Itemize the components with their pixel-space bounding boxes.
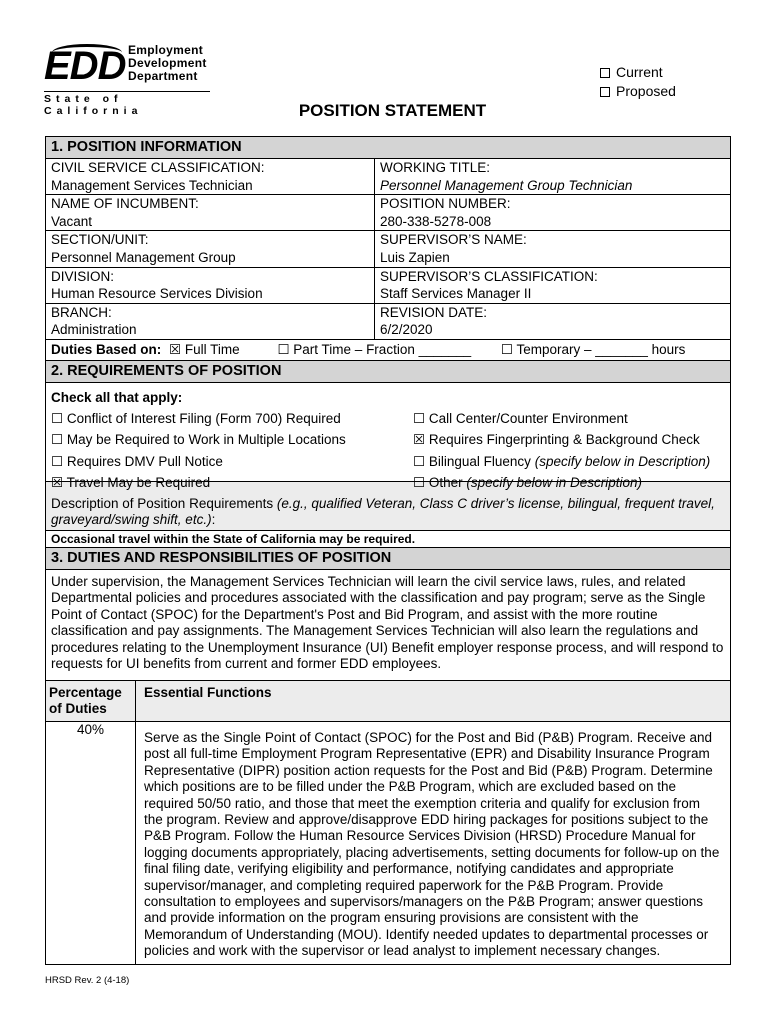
position-info-grid: [46, 159, 730, 339]
current-checkbox[interactable]: [600, 68, 610, 78]
page-title: POSITION STATEMENT: [298, 101, 487, 120]
working-title-value[interactable]: Personnel Management Group Technician: [375, 177, 730, 196]
position-number-value[interactable]: 280-338-5278-008: [375, 213, 730, 232]
position-number-label: POSITION NUMBER:: [380, 196, 511, 212]
req-other[interactable]: ☐ Other (specify below in Description): [413, 475, 642, 491]
incumbent-label: NAME OF INCUMBENT:: [46, 195, 375, 213]
req-travel[interactable]: ☒ Travel May be Required: [51, 475, 211, 491]
branch-label: BRANCH:: [46, 304, 375, 322]
part-time-option[interactable]: ☐ Part Time – Fraction _______: [277, 341, 472, 357]
req-call-center[interactable]: ☐ Call Center/Counter Environment: [413, 410, 628, 426]
section-unit-value[interactable]: Personnel Management Group: [46, 249, 375, 268]
req-conflict-of-interest[interactable]: ☐ Conflict of Interest Filing (Form 700) Required: [51, 410, 341, 426]
section1-heading: 1. POSITION INFORMATION: [46, 137, 730, 159]
revision-date-label: REVISION DATE:: [380, 304, 488, 320]
function-percent[interactable]: 40%: [46, 722, 136, 964]
requirements-checklist: [46, 383, 730, 491]
duties-based-label: Duties Based on:: [51, 341, 162, 357]
classification-label: CIVIL SERVICE CLASSIFICATION:: [46, 159, 375, 177]
requirements-description-value[interactable]: Occasional travel within the State of California may be required.: [46, 530, 730, 548]
division-label: DIVISION:: [46, 268, 375, 286]
requirements-description-label: Description of Position Requirements (e.g., qualified Veteran, Class C driver’s license, bilingual, frequent travel, graveyard/swing shift, etc.):: [46, 481, 730, 530]
duties-based-row: [46, 339, 730, 361]
section-unit-label: SECTION/UNIT:: [46, 231, 375, 249]
form-revision: HRSD Rev. 2 (4-18): [45, 975, 130, 986]
functions-column-header: Essential Functions: [136, 681, 730, 722]
position-status-options: [600, 63, 676, 101]
req-bilingual[interactable]: ☐ Bilingual Fluency (specify below in Description): [413, 453, 711, 469]
section3-heading: 3. DUTIES AND RESPONSIBILITIES OF POSITION: [46, 548, 730, 570]
supervisor-name-value[interactable]: Luis Zapien: [375, 249, 730, 268]
supervisor-classification-value[interactable]: Staff Services Manager II: [375, 285, 730, 304]
logo-edd-text: EDD: [44, 44, 126, 88]
function-description[interactable]: Serve as the Single Point of Contact (SPOC) for the Post and Bid (P&B) Program. Receive and post all full-time Employment Program Representative (EPR) and Disability Insurance Program Representative (DIPR) position action requests for the Post and Bid (P&B) Program. Determine which positions are to be filled under the P&B Program, which are excluded based on the required 50/50 ratio, and those that meet the exemption criteria and qualify for exclusion from the program. Review and approve/disapprove EDD hiring packages for positions subject to the P&B Program. Follow the Human Resource Services Division (HRSD) Procedure Manual for logging documents appropriately, placing advertisements, setting documents for follow-up on the final filing date, verifying eligibility and performance, notifying candidates and appropriate supervisor/manager, and completing required paperwork for the P&B Program. Provide consultation to employees and supervisors/managers on the P&B Program; answer questions and provide information on the program ensuring provisions are consistent with the Memorandum of Understanding (MOU). Identify needed updates to departmental processes or policies and work with the supervisor or lead analyst to implement necessary changes.: [144, 729, 720, 959]
essential-functions-table: [46, 680, 730, 964]
position-statement-form: [45, 136, 731, 965]
req-multiple-locations[interactable]: ☐ May be Required to Work in Multiple Locations: [51, 432, 346, 448]
logo-state-text: State of California: [44, 91, 210, 117]
status-proposed[interactable]: Proposed: [600, 82, 676, 101]
supervisor-name-label: SUPERVISOR’S NAME:: [380, 232, 527, 248]
incumbent-value[interactable]: Vacant: [46, 213, 375, 232]
classification-value[interactable]: Management Services Technician: [46, 177, 375, 196]
edd-logo: [40, 42, 220, 117]
working-title-label: WORKING TITLE:: [380, 160, 491, 175]
branch-value[interactable]: Administration: [46, 321, 375, 339]
revision-date-value[interactable]: 6/2/2020: [380, 322, 433, 338]
logo-department-text: Employment Development Department: [128, 43, 207, 83]
req-fingerprinting[interactable]: ☒ Requires Fingerprinting & Background Check: [413, 432, 700, 448]
check-all-label: Check all that apply:: [51, 389, 183, 405]
section2-heading: 2. REQUIREMENTS OF POSITION: [46, 361, 730, 383]
supervisor-classification-label: SUPERVISOR’S CLASSIFICATION:: [380, 268, 598, 284]
duties-summary[interactable]: Under supervision, the Management Services Technician will learn the civil service laws, rules, and related Departmental policies and procedures associated with the classification and pay program; serve as the Single Point of Contact (SPOC) for the Department's Post and Bid Program, and assist with the more routine classification and pay assignments. The Management Services Technician will also learn the regulations and procedures relating to the Unemployment Insurance (UI) Benefit employer response process, and will respond to requests for UI benefits from current and former EDD employees.: [51, 573, 724, 671]
full-time-option[interactable]: ☒ Full Time: [169, 341, 240, 357]
division-value[interactable]: Human Resource Services Division: [46, 285, 375, 304]
req-dmv-pull-notice[interactable]: ☐ Requires DMV Pull Notice: [51, 453, 223, 469]
temporary-option[interactable]: ☐ Temporary – _______ hours: [500, 341, 686, 357]
status-current[interactable]: Current: [600, 63, 676, 82]
proposed-checkbox[interactable]: [600, 87, 610, 97]
percentage-column-header: Percentage of Duties: [46, 681, 136, 722]
